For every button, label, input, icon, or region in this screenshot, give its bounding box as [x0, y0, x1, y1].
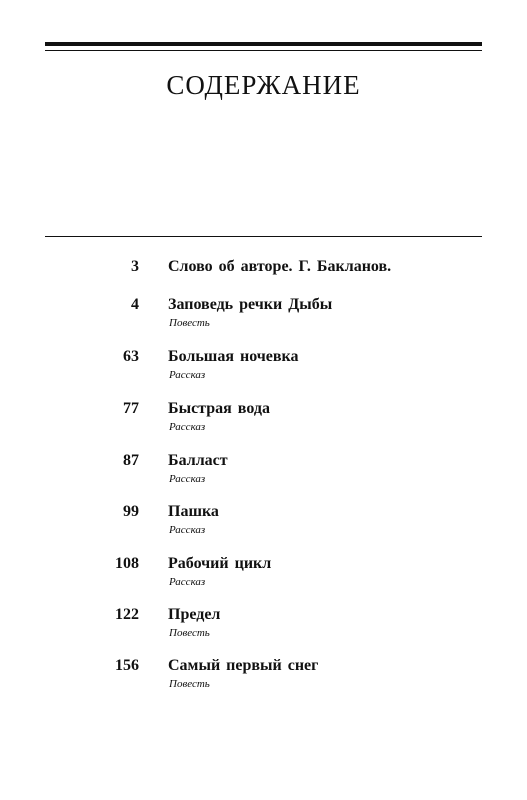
toc-page-number: 99	[123, 503, 139, 520]
toc-genre: Повесть	[169, 317, 210, 329]
toc-page-number: 4	[131, 296, 139, 313]
toc-entry[interactable]	[0, 348, 527, 392]
toc-genre: Рассказ	[169, 421, 206, 433]
toc-title: Самый первый снег	[168, 657, 319, 674]
toc-entry[interactable]	[0, 503, 527, 547]
toc-title: Быстрая вода	[168, 400, 270, 417]
toc-genre: Рассказ	[169, 524, 206, 536]
toc-entry[interactable]	[0, 657, 527, 701]
toc-genre: Повесть	[169, 678, 210, 690]
toc-entry[interactable]	[0, 400, 527, 444]
toc-genre: Рассказ	[169, 369, 206, 381]
toc-title: Рабочий цикл	[168, 555, 272, 572]
page-title: СОДЕРЖАНИЕ	[166, 70, 361, 100]
toc-title: Пашка	[168, 503, 219, 520]
toc-title: Предел	[168, 606, 221, 623]
toc-title: Слово об авторе. Г. Бакланов.	[168, 258, 392, 275]
toc-page-number: 87	[123, 452, 139, 469]
toc-entry[interactable]	[0, 452, 527, 496]
toc-entry[interactable]	[0, 555, 527, 599]
toc-genre: Рассказ	[169, 576, 206, 588]
toc-page-number: 63	[123, 348, 139, 365]
toc-page-number: 3	[131, 258, 139, 275]
toc-title: Большая ночевка	[168, 348, 299, 365]
toc-page-number: 77	[123, 400, 139, 417]
toc-title: Балласт	[168, 452, 228, 469]
toc-page-number: 122	[115, 606, 139, 623]
toc-genre: Повесть	[169, 627, 210, 639]
toc-page-number: 108	[115, 555, 139, 572]
toc-title: Заповедь речки Дыбы	[168, 296, 333, 313]
toc-entry[interactable]	[0, 606, 527, 650]
toc-entry[interactable]	[0, 296, 527, 340]
toc-page-number: 156	[115, 657, 139, 674]
toc-genre: Рассказ	[169, 473, 206, 485]
